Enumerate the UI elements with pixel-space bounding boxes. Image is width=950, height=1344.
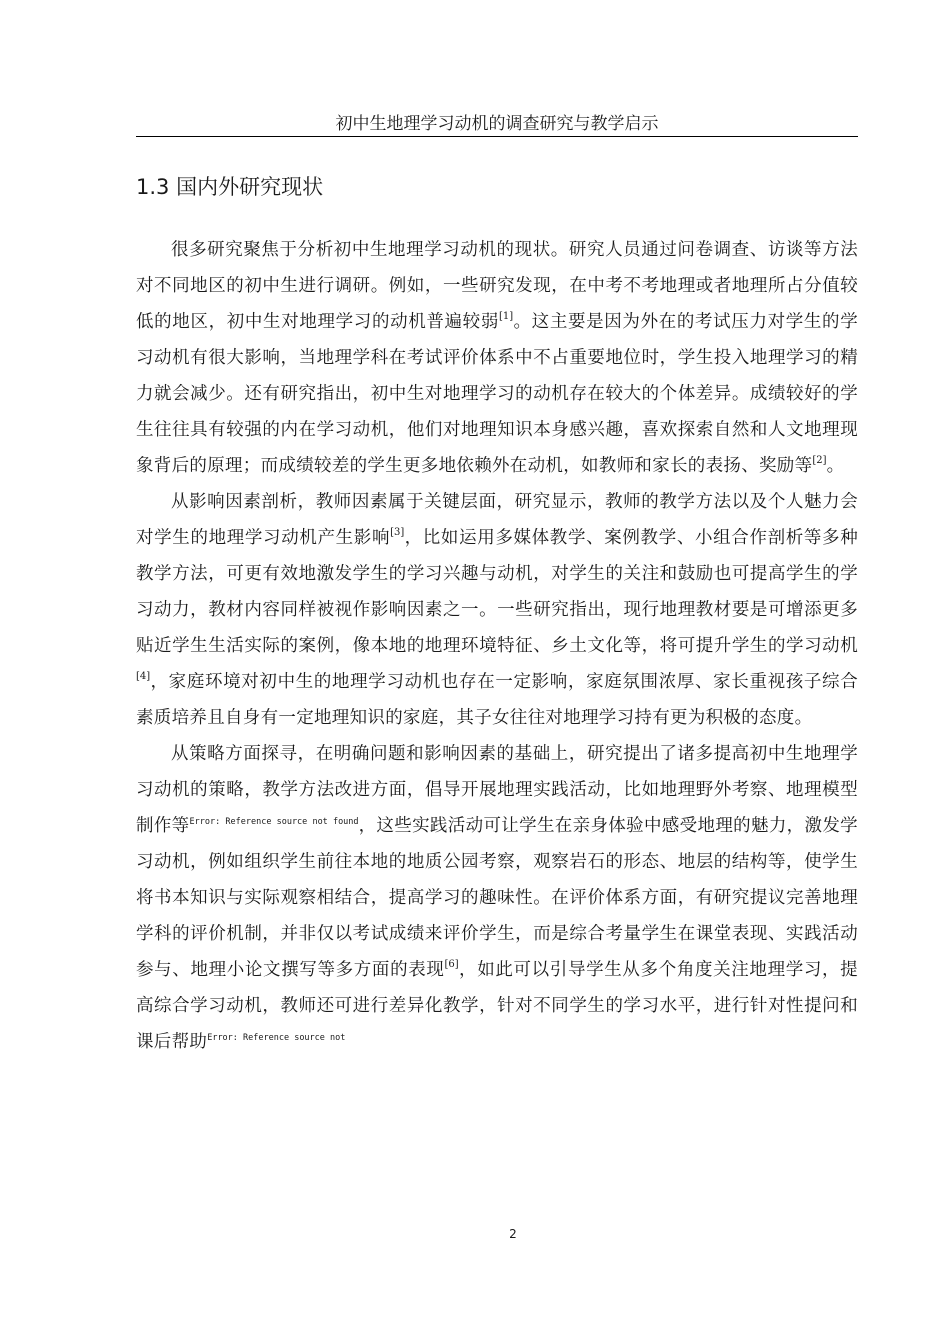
paragraph-strategies [136, 736, 858, 1060]
page-number: 2 [509, 1227, 517, 1241]
section-heading: 1.3 国内外研究现状 [136, 175, 324, 199]
citation-3: [3] [390, 527, 405, 538]
running-header-title: 初中生地理学习动机的调查研究与教学启示 [335, 114, 659, 134]
citation-1: [1] [499, 311, 514, 322]
header-rule [136, 136, 858, 137]
paragraph-text: 。 [826, 456, 845, 476]
body-text [136, 232, 858, 1060]
paragraph-text: 。这主要是因为外在的考试压力对学生的学习动机有很大影响，当地理学科在考试评价体系中不占重要地位时，学生投入地理学习的精力就会减少。还有研究指出，初中生对地理学习的动机存在较大的个体差异。成绩较好的学生往往具有较强的内在学习动机，他们对地理知识本身感兴趣，喜欢探索自然和人文地理现象背后的原理；而成绩较差的学生更多地依赖外在动机，如教师和家长的表扬、奖励等 [136, 312, 859, 476]
paragraph-text: ，如此可以引导学生从多个角度关注地理学习，提高综合学习动机，教师还可进行差异化教学，针对不同学生的学习水平，进行针对性提问和课后帮助 [136, 960, 858, 1052]
paragraph-text: 很多研究聚焦于分析初中生地理学习动机的现状。研究人员通过问卷调查、访谈等方法对不同地区的初中生进行调研。例如，一些研究发现，在中考不考地理或者地理所占分值较低的地区，初中生对地理学习的动机普遍较弱 [136, 240, 858, 332]
reference-error-2: Error: Reference source not [207, 1033, 346, 1043]
paragraph-status [136, 232, 858, 484]
paragraph-text: ，家庭环境对初中生的地理学习动机也存在一定影响，家庭氛围浓厚、家长重视孩子综合素质培养且自身有一定地理知识的家庭，其子女往往对地理学习持有更为积极的态度。 [136, 672, 858, 728]
paragraph-text: ，这些实践活动可让学生在亲身体验中感受地理的魅力，激发学习动机，例如组织学生前往本地的地质公园考察，观察岩石的形态、地层的结构等，使学生将书本知识与实际观察相结合，提高学习的趣味性。在评价体系方面，有研究提议完善地理学科的评价机制，并非仅以考试成绩来评价学生，而是综合考量学生在课堂表现、实践活动参与、地理小论文撰写等多方面的表现 [136, 816, 858, 980]
paragraph-text: 从策略方面探寻，在明确问题和影响因素的基础上，研究提出了诸多提高初中生地理学习动机的策略，教学方法改进方面，倡导开展地理实践活动，比如地理野外考察、地理模型制作等 [136, 744, 858, 836]
paragraph-text: 从影响因素剖析，教师因素属于关键层面，研究显示，教师的教学方法以及个人魅力会对学生的地理学习动机产生影响 [136, 492, 858, 548]
paragraph-factors [136, 484, 858, 736]
citation-6: [6] [444, 959, 459, 970]
citation-2: [2] [812, 455, 827, 466]
reference-error-1: Error: Reference source not found [189, 817, 359, 827]
paragraph-text: ，比如运用多媒体教学、案例教学、小组合作剖析等多种教学方法，可更有效地激发学生的学习兴趣与动机，对学生的关注和鼓励也可提高学生的学习动力，教材内容同样被视作影响因素之一。一些研究指出，现行地理教材要是可增添更多贴近学生生活实际的案例，像本地的地理环境特征、乡土文化等，将可提升学生的学习动机 [136, 528, 858, 656]
citation-4: [4] [136, 671, 151, 682]
